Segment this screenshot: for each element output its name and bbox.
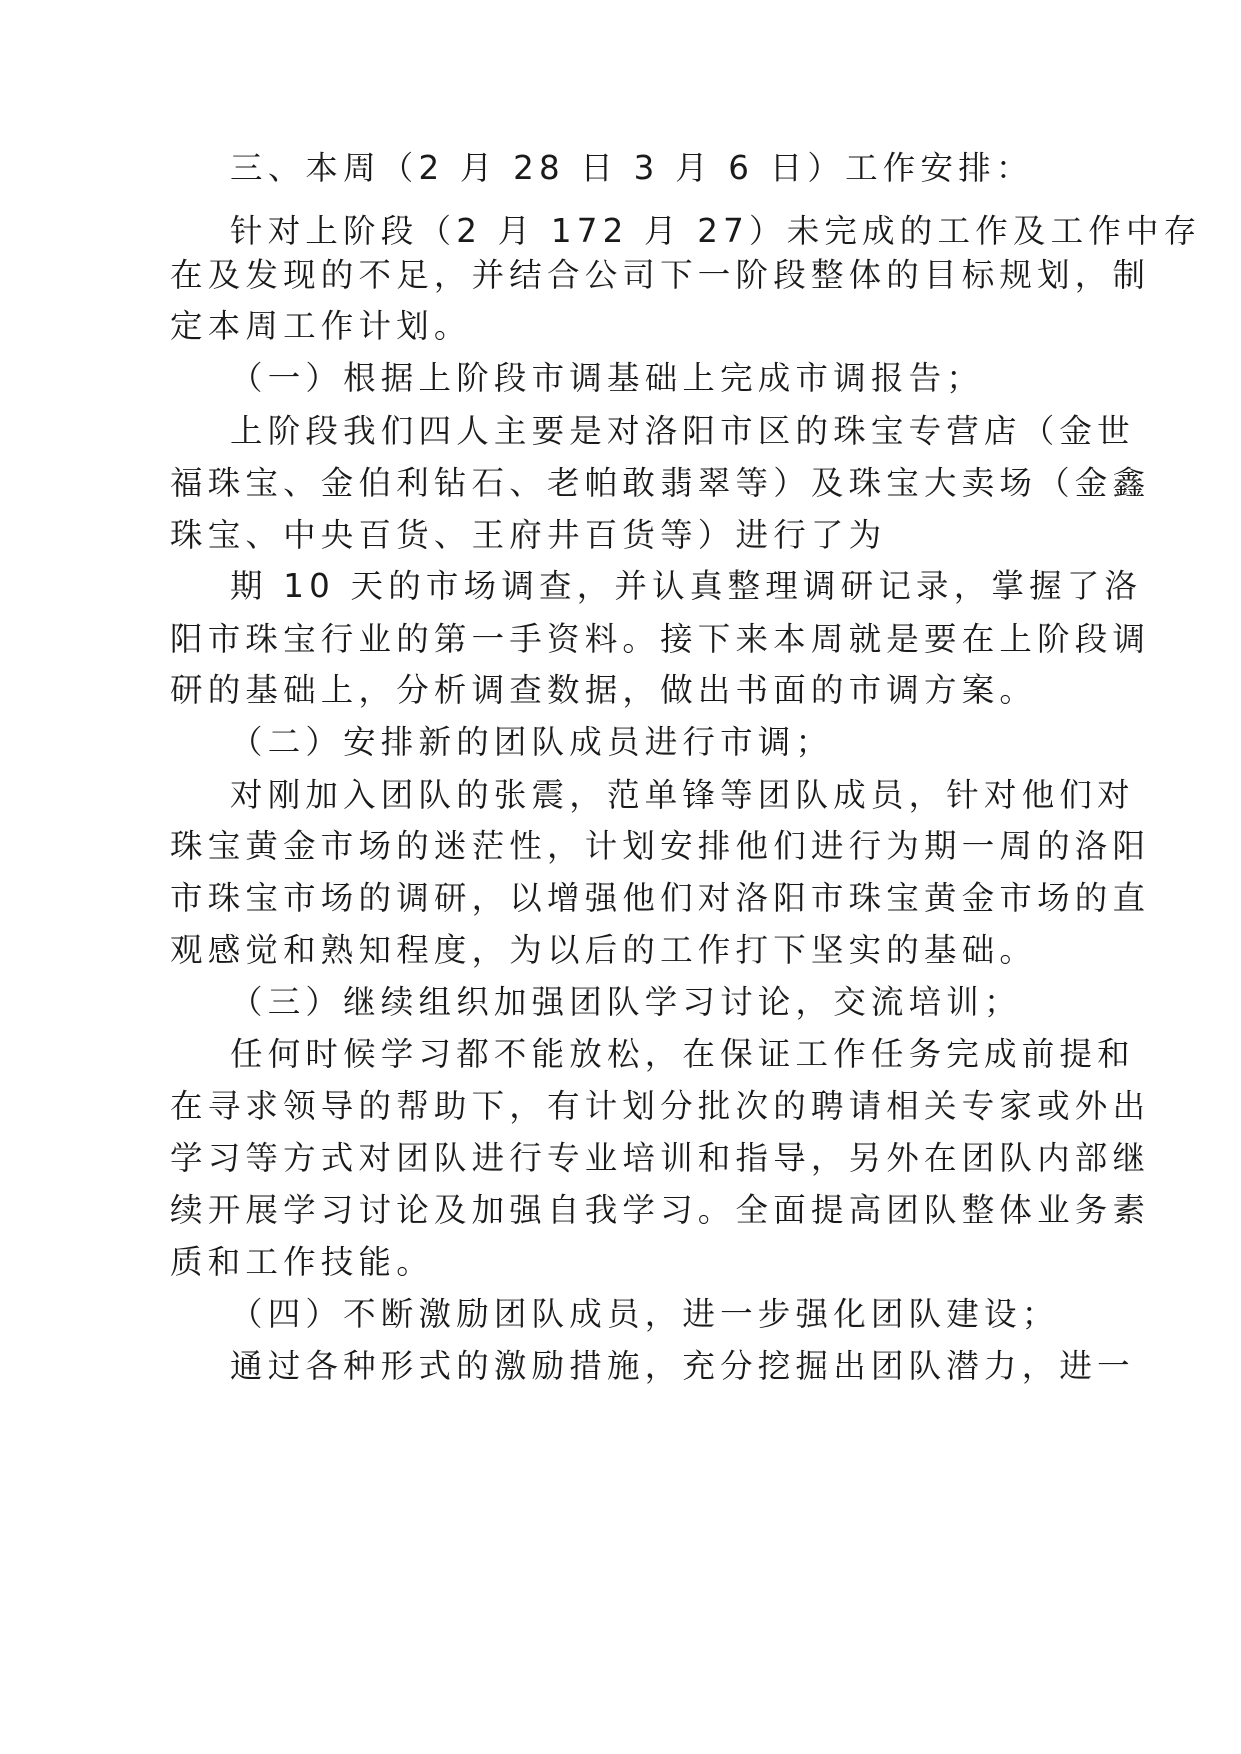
text-line: 阳市珠宝行业的第一手资料。接下来本周就是要在上阶段调 [170, 620, 1151, 658]
text-line: 珠宝黄金市场的迷茫性，计划安排他们进行为期一周的洛阳 [170, 827, 1151, 865]
text-line: 定本周工作计划。 [170, 307, 472, 345]
text-line: 续开展学习讨论及加强自我学习。全面提高团队整体业务素 [170, 1191, 1151, 1229]
text-line: 在寻求领导的帮助下，有计划分批次的聘请相关专家或外出 [170, 1087, 1151, 1125]
text-line: 针对上阶段（2 月 172 月 27）未完成的工作及工作中存 [230, 212, 1202, 250]
section-heading: （一）根据上阶段市调基础上完成市调报告； [230, 359, 985, 397]
text-line: 上阶段我们四人主要是对洛阳市区的珠宝专营店（金世 [230, 412, 1135, 450]
text-line: 在及发现的不足，并结合公司下一阶段整体的目标规划，制 [170, 256, 1151, 294]
section-heading: （二）安排新的团队成员进行市调； [230, 723, 834, 761]
text-line: 市珠宝市场的调研，以增强他们对洛阳市珠宝黄金市场的直 [170, 879, 1151, 917]
text-line: 珠宝、中央百货、王府井百货等）进行了为 [170, 516, 887, 554]
text-line: 对刚加入团队的张震，范单锋等团队成员，针对他们对 [230, 776, 1135, 814]
text-line: 福珠宝、金伯利钻石、老帕敢翡翠等）及珠宝大卖场（金鑫 [170, 464, 1151, 502]
text-line: 任何时候学习都不能放松，在保证工作任务完成前提和 [230, 1035, 1135, 1073]
text-line: 研的基础上，分析调查数据，做出书面的市调方案。 [170, 671, 1038, 709]
text-line: 质和工作技能。 [170, 1243, 434, 1281]
section-heading: （四）不断激励团队成员，进一步强化团队建设； [230, 1295, 1060, 1333]
text-line: 观感觉和熟知程度，为以后的工作打下坚实的基础。 [170, 931, 1038, 969]
text-line: 三、本周（2 月 28 日 3 月 6 日）工作安排： [230, 149, 1034, 187]
text-line: 通过各种形式的激励措施，充分挖掘出团队潜力，进一 [230, 1347, 1135, 1385]
section-heading: （三）继续组织加强团队学习讨论，交流培训； [230, 983, 1022, 1021]
text-line: 期 10 天的市场调查，并认真整理调研记录，掌握了洛 [230, 567, 1143, 605]
text-line: 学习等方式对团队进行专业培训和指导，另外在团队内部继 [170, 1139, 1151, 1177]
